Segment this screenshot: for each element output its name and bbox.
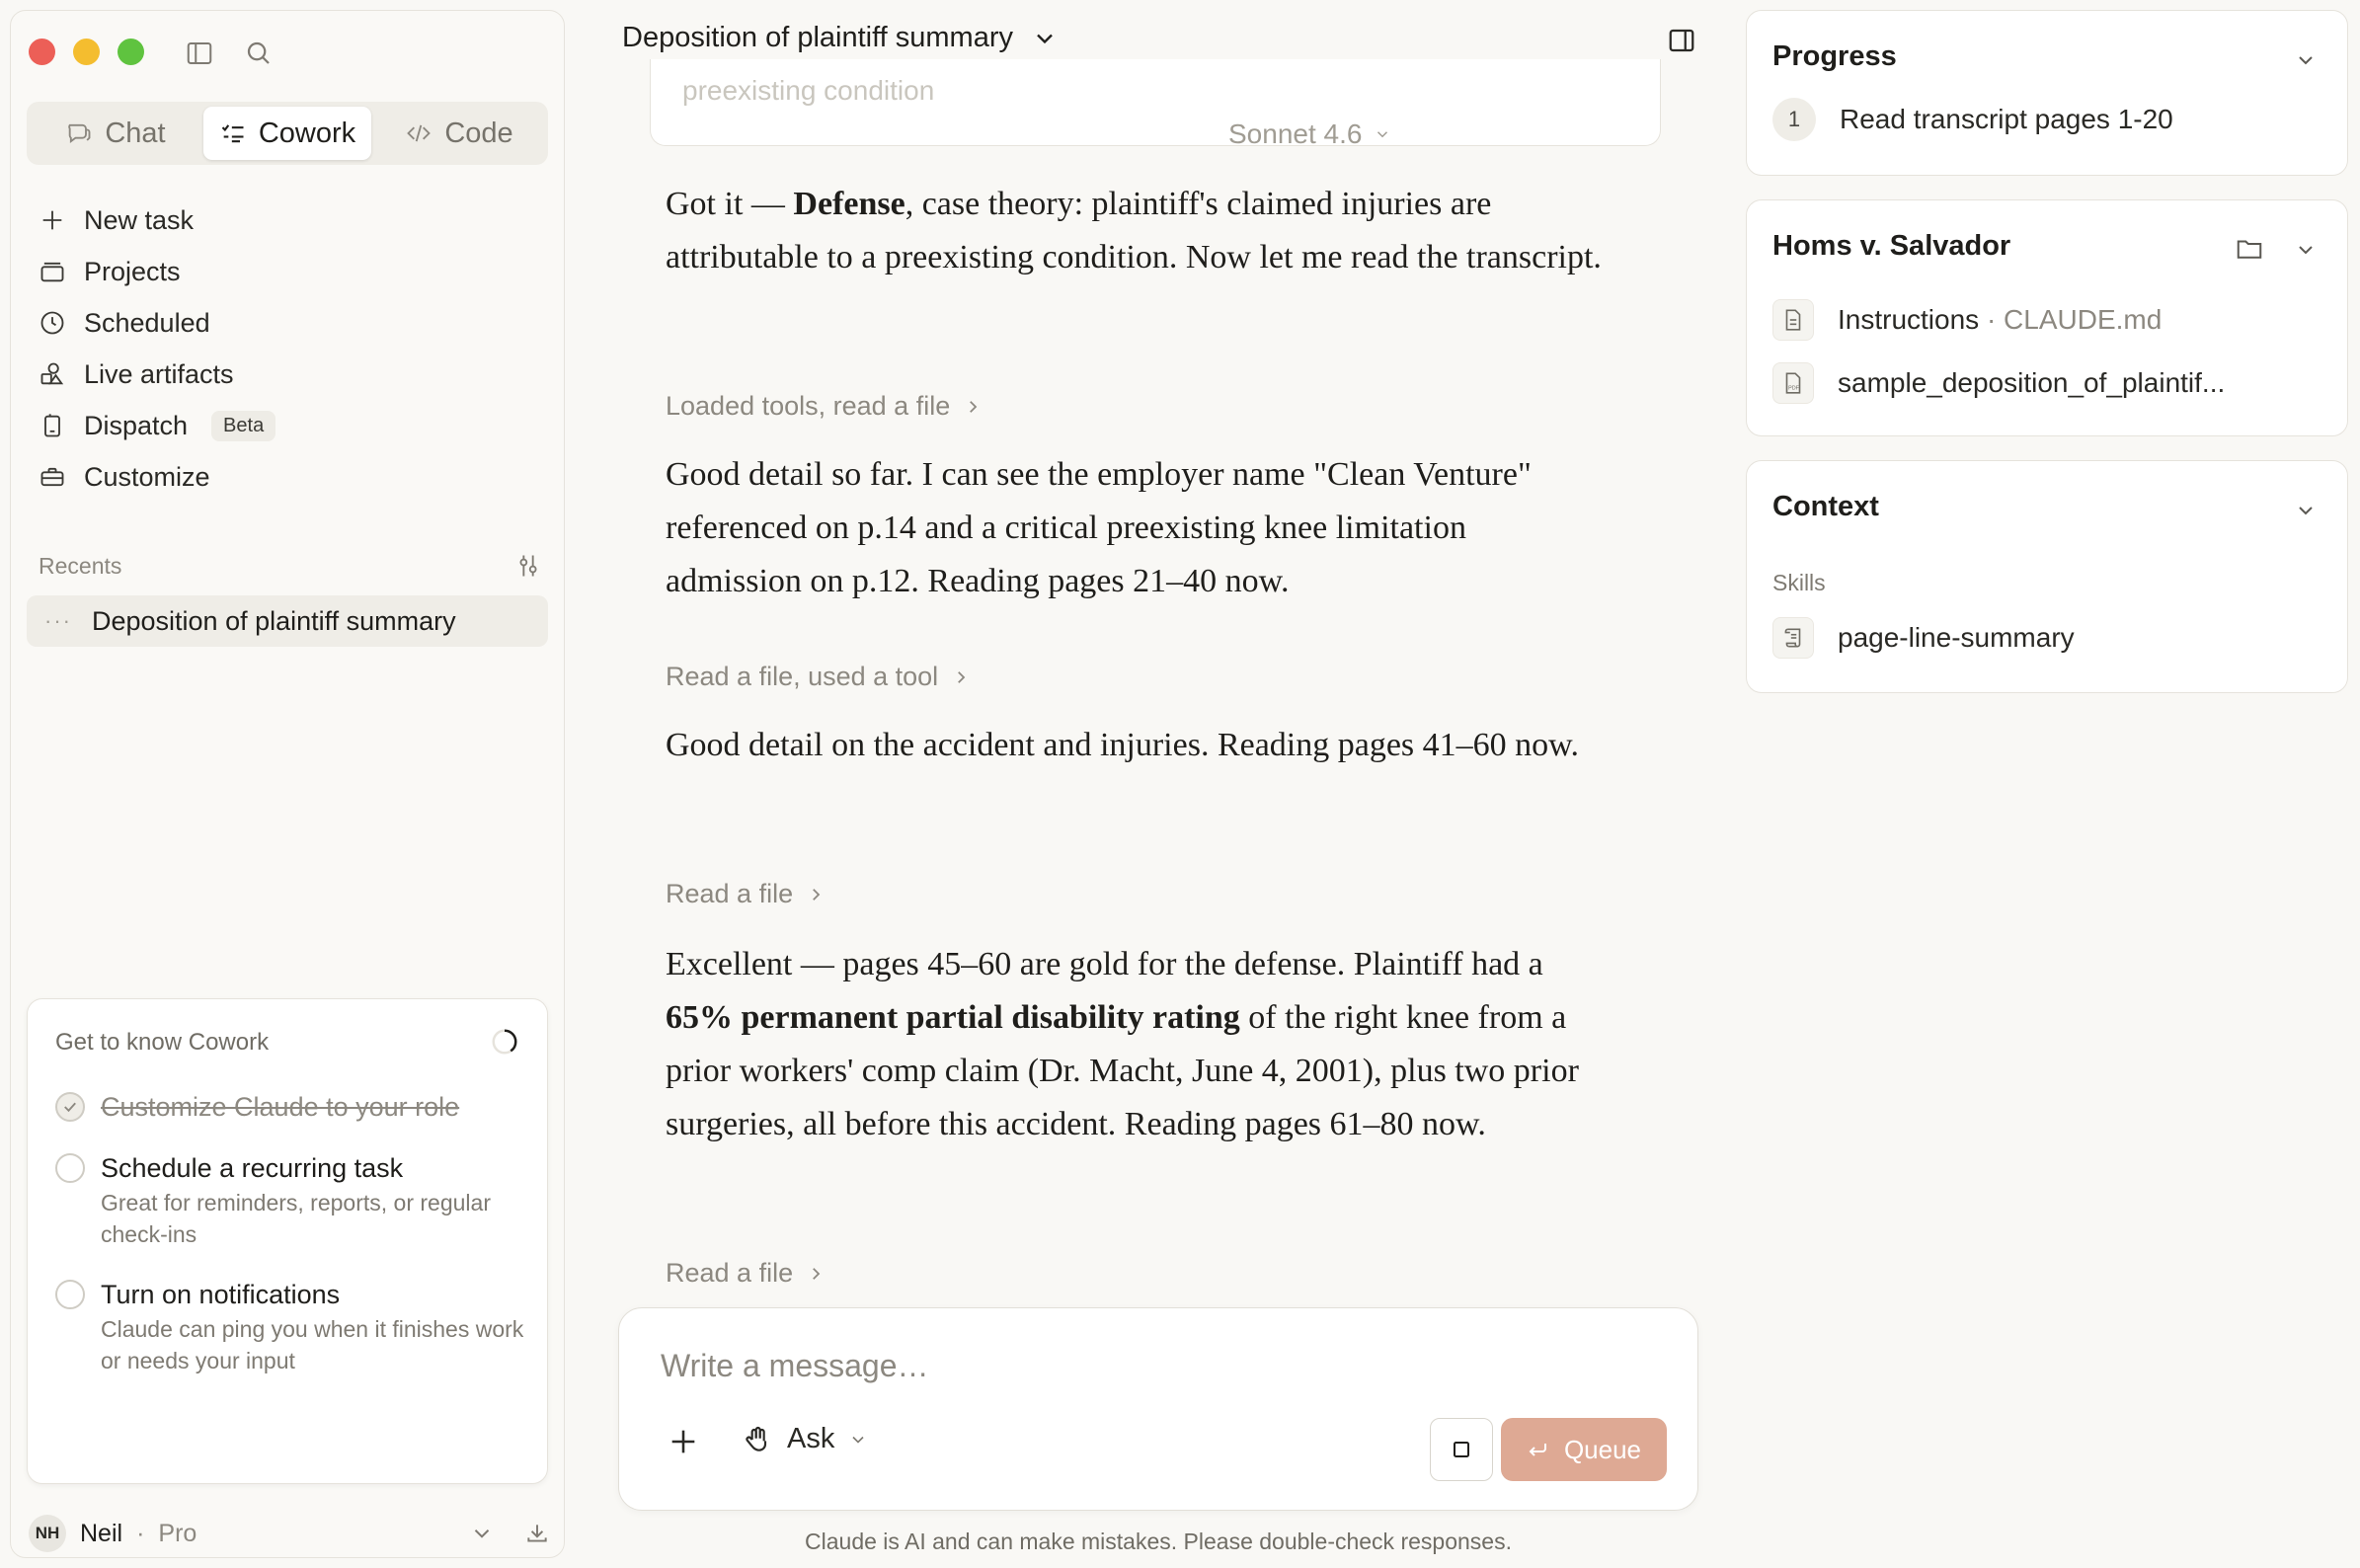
chevron-right-icon xyxy=(952,668,970,686)
progress-card xyxy=(1746,10,2348,176)
chevron-down-icon[interactable] xyxy=(2294,238,2318,262)
more-dots-icon[interactable]: ··· xyxy=(44,608,72,633)
chevron-down-icon xyxy=(1374,125,1391,143)
chevron-down-icon xyxy=(848,1430,868,1450)
sidebar xyxy=(10,10,565,1558)
skill-item-page-line-summary[interactable] xyxy=(1772,617,2075,659)
sidebar-item-label: Live artifacts xyxy=(84,358,234,389)
avatar: NH xyxy=(29,1515,66,1552)
chevron-down-icon[interactable] xyxy=(2294,48,2318,72)
assistant-message: Got it — Defense, case theory: plaintiff's claimed injuries are attributable to a preexisting condition. Now let me read the transcript. xyxy=(666,186,1602,275)
user-message-bubble xyxy=(650,59,1661,146)
chevron-down-icon[interactable] xyxy=(469,1521,495,1546)
file-subtitle: · CLAUDE.md xyxy=(1979,304,2163,335)
tab-chat[interactable] xyxy=(32,107,199,160)
sidebar-item-customize[interactable] xyxy=(39,451,275,503)
sidebar-item-label: Dispatch xyxy=(84,410,189,440)
task-checkbox[interactable] xyxy=(55,1280,85,1309)
briefcase-icon xyxy=(39,463,66,491)
folder-icon[interactable] xyxy=(2235,234,2264,264)
skill-name: page-line-summary xyxy=(1838,622,2075,653)
plus-icon xyxy=(39,206,66,234)
step-number: 1 xyxy=(1772,98,1816,141)
context-card xyxy=(1746,460,2348,693)
user-account-row[interactable] xyxy=(29,1510,550,1557)
sidebar-item-live-artifacts[interactable] xyxy=(39,349,275,400)
tool-activity-toggle[interactable] xyxy=(666,879,825,909)
onboarding-task-customize[interactable] xyxy=(55,1090,529,1124)
document-icon xyxy=(1772,299,1814,341)
right-panel-toggle-icon[interactable] xyxy=(1667,26,1696,55)
sidebar-item-label: Scheduled xyxy=(84,307,210,338)
step-label: Read transcript pages 1-20 xyxy=(1840,104,2173,134)
assistant-message: Excellent — pages 45–60 are gold for the defense. Plaintiff had a 65% permanent partial disability rating of the right knee from a prior workers' comp claim (Dr. Macht, June 4, 2001), plus two prior surgeries, all before this accident. Reading pages 61–80 now. xyxy=(666,946,1579,1142)
tool-activity-toggle[interactable] xyxy=(666,1258,825,1289)
stop-square-icon xyxy=(1450,1438,1473,1461)
context-title: Context xyxy=(1772,491,1879,522)
tab-code[interactable] xyxy=(375,107,543,160)
tool-activity-label: Read a file xyxy=(666,1258,794,1288)
filter-sliders-icon[interactable] xyxy=(514,552,542,580)
sidebar-top-icons xyxy=(185,39,274,68)
user-name: Neil xyxy=(80,1519,123,1547)
tool-activity-label: Loaded tools, read a file xyxy=(666,391,951,421)
recent-item-label: Deposition of plaintiff summary xyxy=(91,605,456,636)
sidebar-item-label: Projects xyxy=(84,256,181,286)
phone-icon xyxy=(39,412,66,439)
chevron-right-icon xyxy=(807,1265,825,1283)
stop-button-wrapper xyxy=(1430,1418,1493,1481)
chat-bubble-icon xyxy=(65,119,93,147)
tab-cowork[interactable] xyxy=(203,107,371,160)
task-description: Claude can ping you when it finishes work or needs your input xyxy=(101,1316,524,1373)
recents-header xyxy=(39,552,542,580)
task-title: Schedule a recurring task xyxy=(101,1153,404,1183)
task-description: Great for reminders, reports, or regular check-ins xyxy=(101,1190,491,1247)
user-plan: Pro xyxy=(158,1519,197,1547)
tab-cowork-label: Cowork xyxy=(258,117,356,149)
sidebar-toggle-icon[interactable] xyxy=(185,39,214,68)
shapes-icon xyxy=(39,360,66,388)
sidebar-item-label: New task xyxy=(84,204,195,235)
checklist-icon xyxy=(219,119,247,147)
progress-title: Progress xyxy=(1772,40,1897,72)
attach-plus-icon[interactable] xyxy=(667,1425,700,1458)
download-icon[interactable] xyxy=(524,1521,550,1546)
pdf-icon xyxy=(1772,362,1814,404)
sidebar-item-new-task[interactable] xyxy=(39,195,275,246)
maximize-window-button[interactable] xyxy=(118,39,144,65)
file-name: sample_deposition_of_plaintif... xyxy=(1838,367,2226,398)
sidebar-item-label: Customize xyxy=(84,461,210,492)
assistant-message: Good detail on the accident and injuries. Reading pages 41–60 now. xyxy=(666,727,1580,763)
sidebar-nav xyxy=(39,195,275,503)
tool-activity-toggle[interactable] xyxy=(666,662,970,692)
model-label: Sonnet 4.6 xyxy=(1228,118,1363,149)
task-checkbox[interactable] xyxy=(55,1092,85,1122)
tab-code-label: Code xyxy=(444,117,513,149)
checkmark-icon xyxy=(61,1098,79,1116)
onboarding-card xyxy=(27,998,548,1484)
sidebar-item-dispatch[interactable] xyxy=(39,400,275,451)
task-checkbox[interactable] xyxy=(55,1153,85,1183)
assistant-message: Good detail so far. I can see the employer name "Clean Venture" referenced on p.14 and a critical preexisting knee limitation admission on p.12. Reading pages 21–40 now. xyxy=(666,456,1532,599)
return-arrow-icon xyxy=(1527,1438,1550,1461)
chevron-down-icon[interactable] xyxy=(2294,499,2318,522)
onboarding-task-schedule[interactable] xyxy=(55,1151,529,1250)
user-message-text: preexisting condition xyxy=(682,75,935,106)
beta-badge: Beta xyxy=(211,411,275,441)
hand-icon xyxy=(742,1424,773,1455)
file-name: Instructions xyxy=(1838,304,1980,335)
tool-activity-label: Read a file xyxy=(666,879,794,908)
message-input[interactable] xyxy=(661,1348,1648,1384)
tool-activity-toggle[interactable] xyxy=(666,391,982,422)
project-card xyxy=(1746,199,2348,436)
chevron-right-icon xyxy=(807,886,825,903)
svg-text:PDF: PDF xyxy=(1788,385,1799,392)
user-row-icons xyxy=(469,1521,550,1546)
progress-step xyxy=(1772,98,2173,141)
disclaimer: Claude is AI and can make mistakes. Please double-check responses. xyxy=(805,1529,1512,1554)
chevron-right-icon xyxy=(964,398,982,416)
queue-button[interactable] xyxy=(1501,1418,1667,1481)
tool-activity-label: Read a file, used a tool xyxy=(666,662,939,691)
code-icon xyxy=(405,119,433,147)
recent-item-deposition[interactable] xyxy=(27,595,548,647)
onboarding-title: Get to know Cowork xyxy=(55,1029,270,1056)
window-controls xyxy=(29,39,144,65)
chevron-down-icon xyxy=(1031,25,1059,52)
conversation-title-dropdown[interactable] xyxy=(622,22,1059,54)
skills-label: Skills xyxy=(1772,570,1826,595)
task-title: Turn on notifications xyxy=(101,1280,341,1309)
search-icon[interactable] xyxy=(244,39,274,68)
project-file-deposition-pdf[interactable] xyxy=(1772,362,2225,404)
clock-icon xyxy=(39,309,66,337)
minimize-window-button[interactable] xyxy=(73,39,100,65)
close-window-button[interactable] xyxy=(29,39,55,65)
mode-switch xyxy=(27,102,548,165)
skill-scroll-icon xyxy=(1772,617,1814,659)
folder-stack-icon xyxy=(39,258,66,285)
user-plan-separator: · xyxy=(136,1519,145,1547)
progress-spinner-icon xyxy=(490,1027,519,1057)
page-title: Deposition of plaintiff summary xyxy=(622,22,1013,53)
queue-label: Queue xyxy=(1563,1434,1642,1464)
sidebar-item-scheduled[interactable] xyxy=(39,297,275,349)
tab-chat-label: Chat xyxy=(105,117,166,149)
recents-label: Recents xyxy=(39,552,122,579)
mode-ask-dropdown[interactable] xyxy=(742,1423,868,1455)
onboarding-task-notifications[interactable] xyxy=(55,1278,529,1376)
stop-button[interactable] xyxy=(1430,1418,1493,1481)
model-selector[interactable] xyxy=(1228,118,1391,150)
mode-ask-label: Ask xyxy=(787,1423,835,1454)
task-title: Customize Claude to your role xyxy=(101,1092,460,1122)
sidebar-item-projects[interactable] xyxy=(39,246,275,297)
project-title: Homs v. Salvador xyxy=(1772,230,2011,262)
project-file-instructions[interactable] xyxy=(1772,299,2162,341)
